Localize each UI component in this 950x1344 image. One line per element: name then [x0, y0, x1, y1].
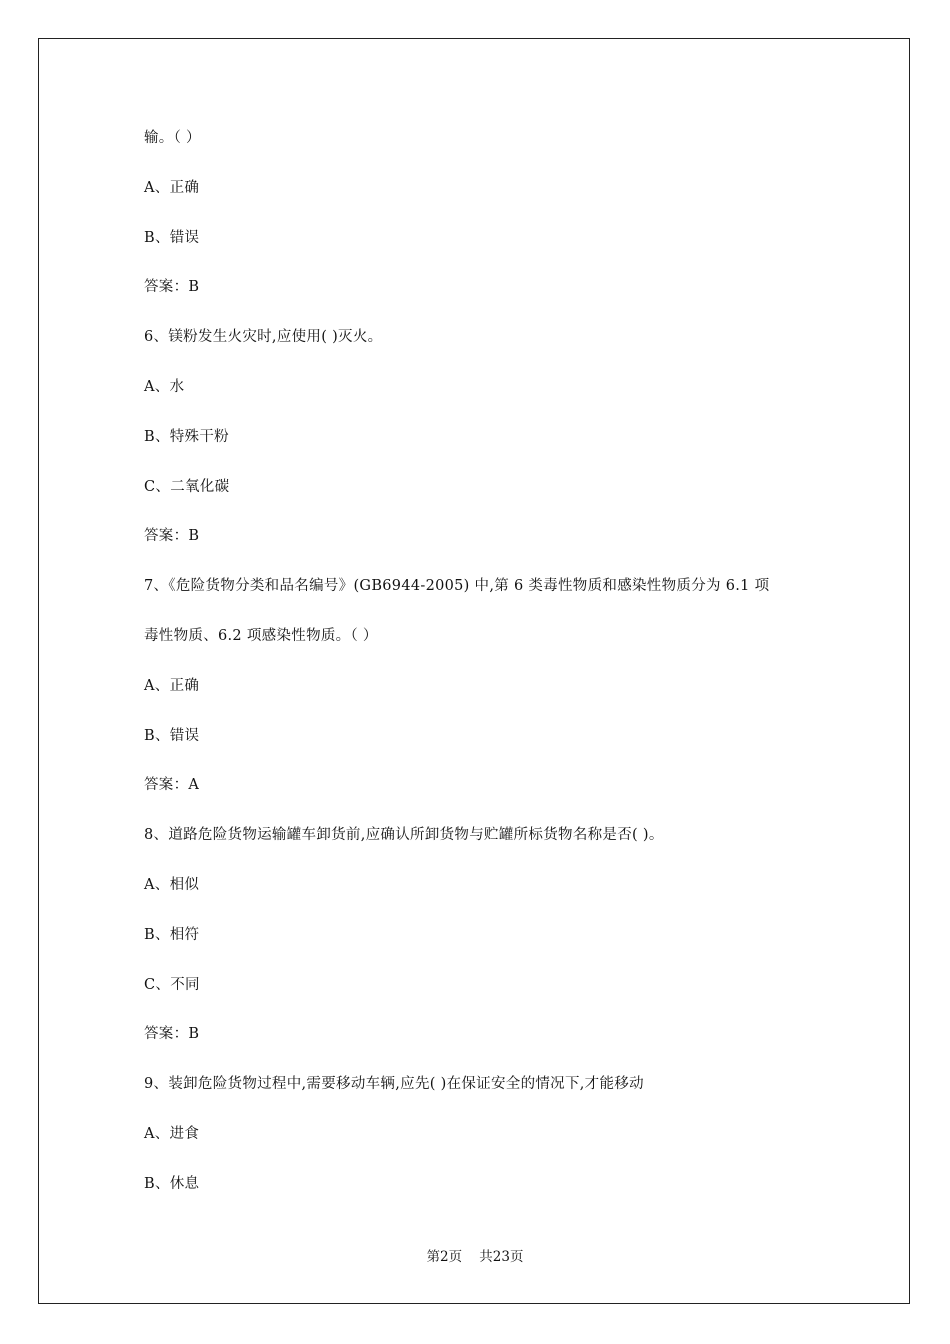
question-7: 7、《危险货物分类和品名编号》(GB6944-2005) 中,第 6 类毒性物质和感染性物质分为 6.1 项 — [144, 578, 770, 595]
question-7-continuation: 毒性物质、6.2 项感染性物质。（ ） — [144, 627, 378, 644]
answer: 答案：B — [144, 528, 200, 545]
option-b: B、休息 — [144, 1175, 200, 1192]
option-b: B、错误 — [144, 229, 200, 246]
option-b: B、错误 — [144, 727, 200, 744]
page-footer: 第2页 共23页 — [426, 1249, 524, 1265]
option-b: B、特殊干粉 — [144, 428, 229, 445]
option-a: A、相似 — [144, 876, 200, 893]
question-5-continuation: 输。（ ） — [144, 130, 201, 146]
option-c: C、不同 — [144, 976, 200, 993]
question-9: 9、装卸危险货物过程中,需要移动车辆,应先( )在保证安全的情况下,才能移动 — [144, 1076, 644, 1093]
answer: 答案：B — [144, 279, 200, 296]
question-6: 6、镁粉发生火灾时,应使用( )灭火。 — [144, 329, 383, 346]
question-8: 8、道路危险货物运输罐车卸货前,应确认所卸货物与贮罐所标货物名称是否( )。 — [144, 827, 664, 844]
answer: 答案：B — [144, 1026, 200, 1043]
option-a: A、正确 — [144, 179, 200, 196]
option-b: B、相符 — [144, 926, 200, 943]
answer: 答案：A — [144, 777, 200, 794]
option-a: A、正确 — [144, 677, 200, 694]
option-a: A、水 — [144, 378, 185, 395]
document-body — [144, 126, 844, 1222]
option-a: A、进食 — [144, 1125, 200, 1142]
option-c: C、二氧化碳 — [144, 478, 230, 495]
